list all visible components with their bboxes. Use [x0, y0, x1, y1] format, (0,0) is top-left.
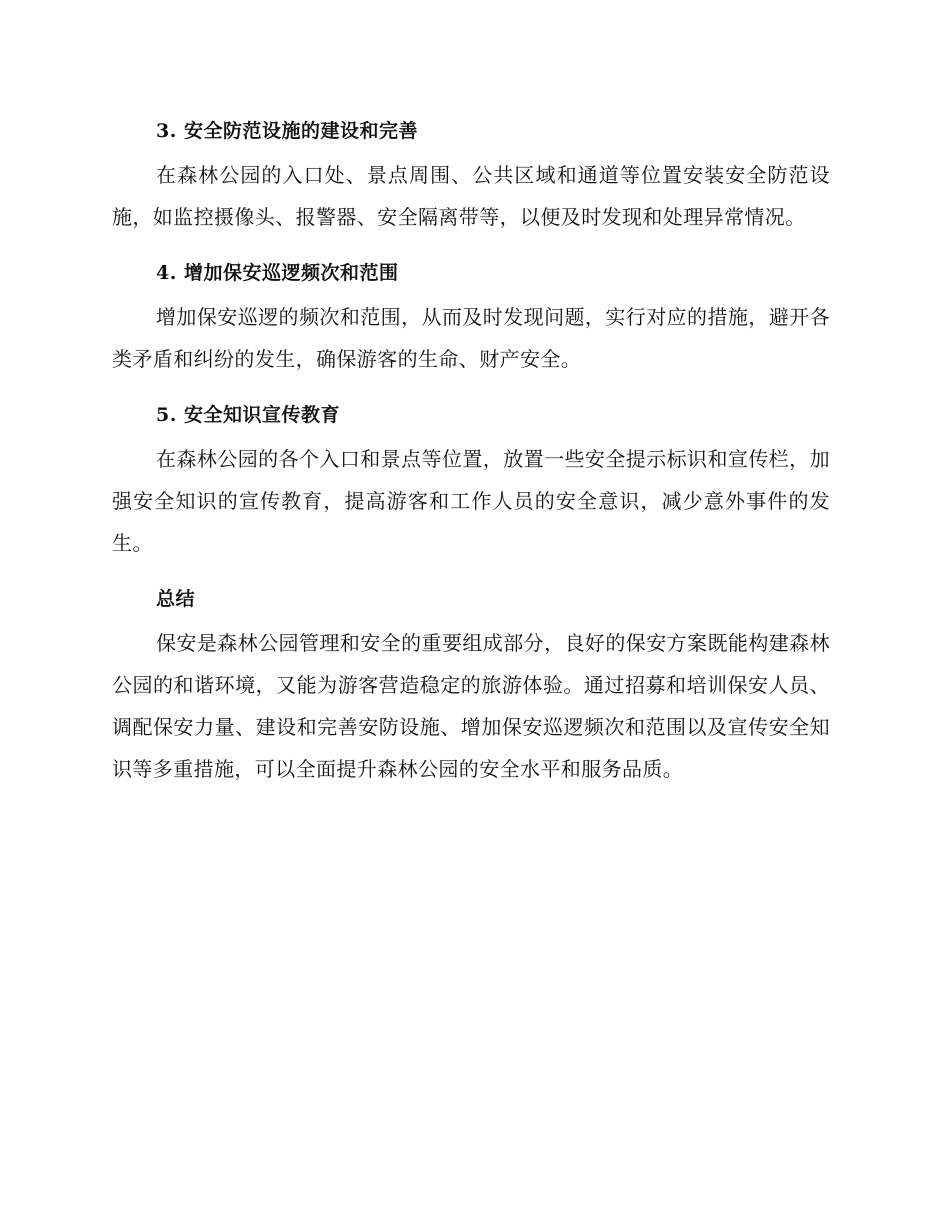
- section-summary: [112, 584, 830, 790]
- section-heading: 总结: [156, 588, 196, 610]
- document-body: [112, 110, 830, 810]
- section-heading: 3. 安全防范设施的建设和完善: [156, 120, 418, 142]
- section-patrol: [112, 258, 830, 380]
- section-facilities: [112, 116, 830, 238]
- section-heading: 5. 安全知识宣传教育: [156, 404, 340, 426]
- section-heading: 4. 增加保安巡逻频次和范围: [156, 262, 399, 284]
- section-paragraph: 在森林公园的各个入口和景点等位置，放置一些安全提示标识和宣传栏，加强安全知识的宣传教育，提高游客和工作人员的安全意识，减少意外事件的发生。: [112, 447, 830, 555]
- section-paragraph: 在森林公园的入口处、景点周围、公共区域和通道等位置安装安全防范设施，如监控摄像头、报警器、安全隔离带等，以便及时发现和处理异常情况。: [112, 163, 830, 229]
- section-paragraph: 保安是森林公园管理和安全的重要组成部分，良好的保安方案既能构建森林公园的和谐环境，又能为游客营造稳定的旅游体验。通过招募和培训保安人员、调配保安力量、建设和完善安防设施、增加保安巡逻频次和范围以及宣传安全知识等多重措施，可以全面提升森林公园的安全水平和服务品质。: [112, 631, 830, 781]
- section-paragraph: 增加保安巡逻的频次和范围，从而及时发现问题，实行对应的措施，避开各类矛盾和纠纷的发生，确保游客的生命、财产安全。: [112, 305, 830, 371]
- section-education: [112, 400, 830, 564]
